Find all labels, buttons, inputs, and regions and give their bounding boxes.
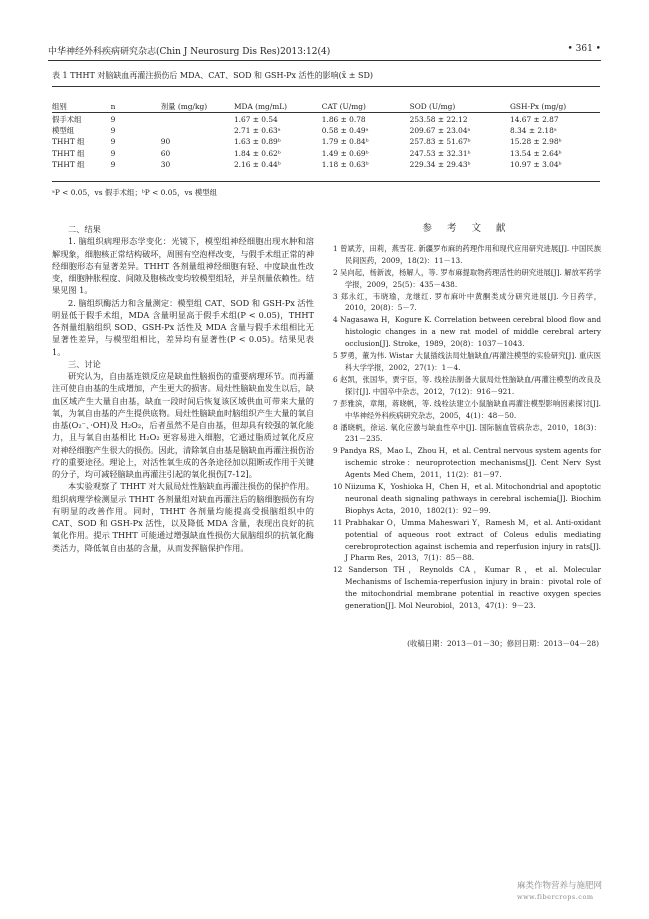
table-footnote: ᵃP < 0.05，vs 假手术组；ᵇP < 0.05，vs 模型组: [52, 188, 217, 197]
body-paragraph: 1. 脑组织病理形态学变化：光镜下，模型组神经细胞出现水肿和溶解现象，细胞核正常结构破坏，周围有空泡样改变，与假手术组正常的神经细胞形态有显著差异。THHT 各剂量组神经细胞有轻、中度缺血性改变，细胞肿胀程度、间隙及胞核改变均较模型组轻，并呈剂量依赖性。结果见图 1。: [52, 236, 315, 296]
table-cell: THHT 组: [52, 159, 85, 169]
table-cell: 1.79 ± 0.84ᵇ: [321, 137, 369, 147]
table-cell: 9: [110, 159, 116, 169]
results-table: [52, 98, 600, 170]
body-paragraph: 本实验观察了 THHT 对大鼠局灶性脑缺血再灌注损伤的保护作用。组织病理学检测显示 THHT 各剂量组对缺血再灌注后的脑细胞损伤有均有明显的改善作用。同时，THHT 各剂量均能提高受损脑组织中的 CAT、SOD 和 GSH-Px 活性，以及降低 MDA 含量，表现出良好的抗氧化作用。提示 THHT 可能通过增强缺血性损伤大鼠脑组织的抗氧化酶类活力，降低氧自由基的含量，从而发挥脑保护作用。: [52, 481, 314, 553]
table-cell: 9: [110, 137, 116, 147]
col-header: n: [110, 101, 116, 111]
reference-item: 7 彭雅滨，章翔，蒋晓帆，等. 线栓法建立小鼠脑缺血再灌注模型影响因素探讨[J]. 中华神经外科疾病研究杂志，2005，4(1)：48－50.: [333, 398, 601, 420]
col-header: GSH-Px (mg/g): [510, 101, 567, 111]
table-cell: 1.86 ± 0.78: [321, 115, 366, 125]
table-caption: 表 1 THHT 对脑缺血再灌注损伤后 MDA、CAT、SOD 和 GSH-Px 活性的影响(x̄ ± SD): [52, 71, 374, 80]
body-paragraph: 研究认为，自由基连锁反应是缺血性脑损伤的重要病理环节。而再灌注可使自由基的生成增加，产生更大的损害。局灶性脑缺血发生以后，缺血区域产生大量自由基，缺血一段时间后恢复该区域供血可带来大量的氧，为氧自由基的产生提供底物。局灶性脑缺血时脑组织产生大量的氧自由基(O₂⁻、·OH)及 H₂O₂，后者虽然不是自由基，但却具有较强的氧化能力，且与氧自由基相比 H₂O₂ 更容易进入细胞，它通过脂质过氧化反应对神经细胞产生很大的损伤。因此，清除氧自由基是脑缺血再灌注损伤治疗的重要途径。理论上，对活性氧生成的各条途径加以阻断或作用于关键的分子，均可减轻脑缺血再灌注引起的氧化损伤[7-12]。: [52, 371, 315, 479]
table-row: [52, 114, 600, 125]
table-cell: 247.53 ± 32.31ᵇ: [409, 148, 471, 158]
reference-item: 11 Prabhakar O，Umma Maheswari Y，Ramesh M，et al. Anti-oxidant potential of aqueous root extract of Coleus edulis mediating cerebroprotection against ischemia and reperfusion injury in rats[J]. J Pharm Res，2013，7(1)：85－88.: [333, 517, 601, 563]
table-cell: 2.71 ± 0.63ᵃ: [233, 126, 281, 136]
header-rule: [48, 60, 601, 61]
col-header: 剂量 (mg/kg): [160, 101, 208, 111]
reference-item: 9 Pandya RS，Mao L，Zhou H，et al. Central nervous system agents for ischemic stroke：neuroprotection mechanisms[J]. Cent Nerv Syst Agents Med Chem，2011，11(2)：81－97.: [333, 446, 601, 480]
table-cell: 257.83 ± 51.67ᵇ: [409, 137, 471, 147]
references-title: 参 考 文 献: [422, 223, 512, 234]
table-cell: 30: [160, 159, 171, 169]
reference-item: 4 Nagasawa H，Kogure K. Correlation between cerebral blood flow and histologic changes in a new rat model of middle cerebral artery occlusion[J]. Stroke，1989，20(8)：1037－1043.: [333, 315, 601, 349]
table-cell: 假手术组: [52, 115, 82, 125]
table-row: [52, 136, 600, 147]
received-date: (收稿日期：2013－01－30；修回日期：2013－04－28): [407, 639, 599, 648]
page-number: • 361 •: [567, 44, 601, 54]
table-cell: 1.18 ± 0.63ᵇ: [321, 159, 369, 169]
references-column: [333, 223, 601, 648]
section-heading-discussion: 三、讨论: [68, 358, 101, 369]
table-cell: 1.84 ± 0.62ᵇ: [233, 148, 281, 158]
watermark: [517, 881, 602, 903]
table-cell: 2.16 ± 0.44ᵇ: [233, 159, 281, 169]
table-top-rule: [52, 86, 600, 87]
table-cell: 209.67 ± 23.04ᵃ: [409, 126, 471, 136]
reference-item: 10 Niizuma K，Yoshioka H，Chen H，et al. Mitochondrial and apoptotic neuronal death signaling pathways in cerebral ischemia[J]. Biochim Biophys Acta，2010，1802(1)：92－99.: [333, 482, 601, 515]
watermark-url: www.fibercrops.com: [517, 893, 594, 901]
running-header: [48, 44, 601, 58]
table-cell: 9: [110, 148, 116, 158]
body-left-column: [52, 223, 314, 554]
journal-title: 中华神经外科疾病研究杂志(Chin J Neurosurg Dis Res)2013:12(4): [48, 47, 331, 57]
table-cell: 0.58 ± 0.49ᵃ: [321, 126, 369, 136]
table-header-row: [52, 98, 600, 114]
col-header: 组别: [52, 101, 67, 111]
table-bottom-rule: [52, 181, 600, 182]
table-cell: [161, 125, 234, 136]
table-cell: 253.58 ± 22.12: [409, 115, 468, 125]
table-cell: 90: [160, 137, 171, 147]
table-cell: 模型组: [52, 126, 75, 136]
table-cell: 14.67 ± 2.87: [510, 115, 559, 125]
table-cell: 13.54 ± 2.64ᵇ: [510, 148, 562, 158]
table-row: [52, 159, 600, 170]
table-cell: 9: [110, 126, 116, 136]
table-cell: 15.28 ± 2.98ᵇ: [510, 137, 562, 147]
body-paragraph: 2. 脑组织酶活力和含量测定：模型组 CAT、SOD 和 GSH-Px 活性明显低于假手术组，MDA 含量明显高于假手术组(P < 0.05)，THHT 各剂量组脑组织 SOD、GSH-Px 活性及 MDA 含量与假手术组相比无显著性差异，与模型组相比，差异均有显著性(P < 0.05)。结果见表 1。: [52, 297, 314, 357]
table-cell: 229.34 ± 29.43ᵇ: [409, 159, 471, 169]
table-cell: 60: [160, 148, 171, 158]
reference-item: 3 郑永红，韦晓瑜，龙继红. 罗布麻叶中黄酮类成分研究进展[J]. 今日药学，2010，20(8)：5－7.: [333, 291, 601, 313]
table-row: [52, 148, 600, 159]
table-cell: 1.63 ± 0.89ᵇ: [233, 137, 281, 147]
table-cell: 10.97 ± 3.04ᵇ: [510, 159, 562, 169]
section-heading-results: 二、结果: [68, 224, 101, 234]
table-row: [52, 125, 600, 136]
watermark-text: 麻类作物营养与施肥网: [517, 881, 603, 891]
col-header: MDA (mg/mL): [233, 101, 288, 111]
table-cell: [161, 114, 234, 125]
reference-item: 5 罗勇，董为伟. Wistar 大鼠插线法局灶脑缺血/再灌注模型的实验研究[J]. 重庆医科大学学报，2002，27(1)：1－4.: [333, 351, 601, 372]
reference-item: 6 赵凯，张国华，贾宇臣，等. 线栓法制备大鼠局灶性脑缺血/再灌注模型的改良及探讨[J]. 中国卒中杂志，2012，7(12)：916－921.: [333, 374, 601, 396]
table-cell: 1.49 ± 0.69ᵇ: [321, 148, 369, 158]
reference-item: 1 曾斌芳，田莉，燕雪花. 新疆罗布麻的药理作用和现代应用研究进展[J]. 中国民族民间医药，2009，18(2)：11－13.: [333, 243, 601, 265]
reference-item: 8 潘晓帆，徐运. 氧化应激与缺血性卒中[J]. 国际脑血管病杂志，2010，18(3)：231－235.: [333, 422, 601, 444]
reference-item: 2 吴向起，杨新波，杨解人，等. 罗布麻提取物药理活性的研究进展[J]. 解放军药学学报，2009，25(5)：435－438.: [333, 267, 601, 289]
table-cell: THHT 组: [52, 137, 85, 147]
table-cell: 1.67 ± 0.54: [233, 115, 278, 125]
col-header: SOD (U/mg): [409, 101, 456, 111]
table-cell: THHT 组: [52, 148, 85, 158]
table-cell: 8.34 ± 2.18ᵃ: [510, 126, 557, 136]
col-header: CAT (U/mg): [321, 101, 366, 111]
table-cell: 9: [110, 115, 116, 125]
reference-item: 12 Sanderson TH，Reynolds CA，Kumar R，et al. Molecular Mechanisms of Ischemia-reperfusion injury in brain：pivotal role of the mitochondrial membrane potential in reactive oxygen species generation[J]. Mol Neurobiol，2013，47(1)：9－23.: [333, 565, 601, 611]
